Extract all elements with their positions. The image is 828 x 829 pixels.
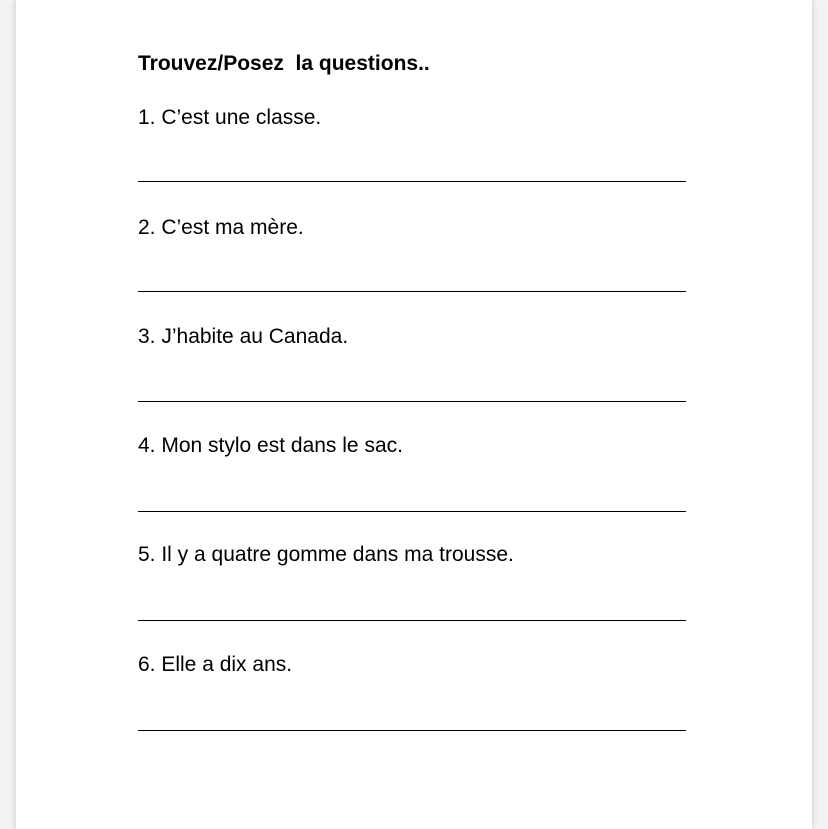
answer-line-5[interactable] [138, 620, 686, 621]
answer-line-3[interactable] [138, 401, 686, 402]
question-5: 5. Il y a quatre gomme dans ma trousse. [138, 543, 514, 566]
question-1: 1. C’est une classe. [138, 106, 322, 129]
answer-line-6[interactable] [138, 730, 686, 731]
document-page [16, 0, 812, 829]
worksheet-title: Trouvez/Posez la questions.. [138, 52, 430, 75]
answer-line-2[interactable] [138, 291, 686, 292]
question-2: 2. C’est ma mère. [138, 216, 304, 239]
answer-line-1[interactable] [138, 181, 686, 182]
question-3: 3. J’habite au Canada. [138, 325, 349, 348]
answer-line-4[interactable] [138, 511, 686, 512]
question-6: 6. Elle a dix ans. [138, 653, 293, 676]
question-4: 4. Mon stylo est dans le sac. [138, 434, 403, 457]
